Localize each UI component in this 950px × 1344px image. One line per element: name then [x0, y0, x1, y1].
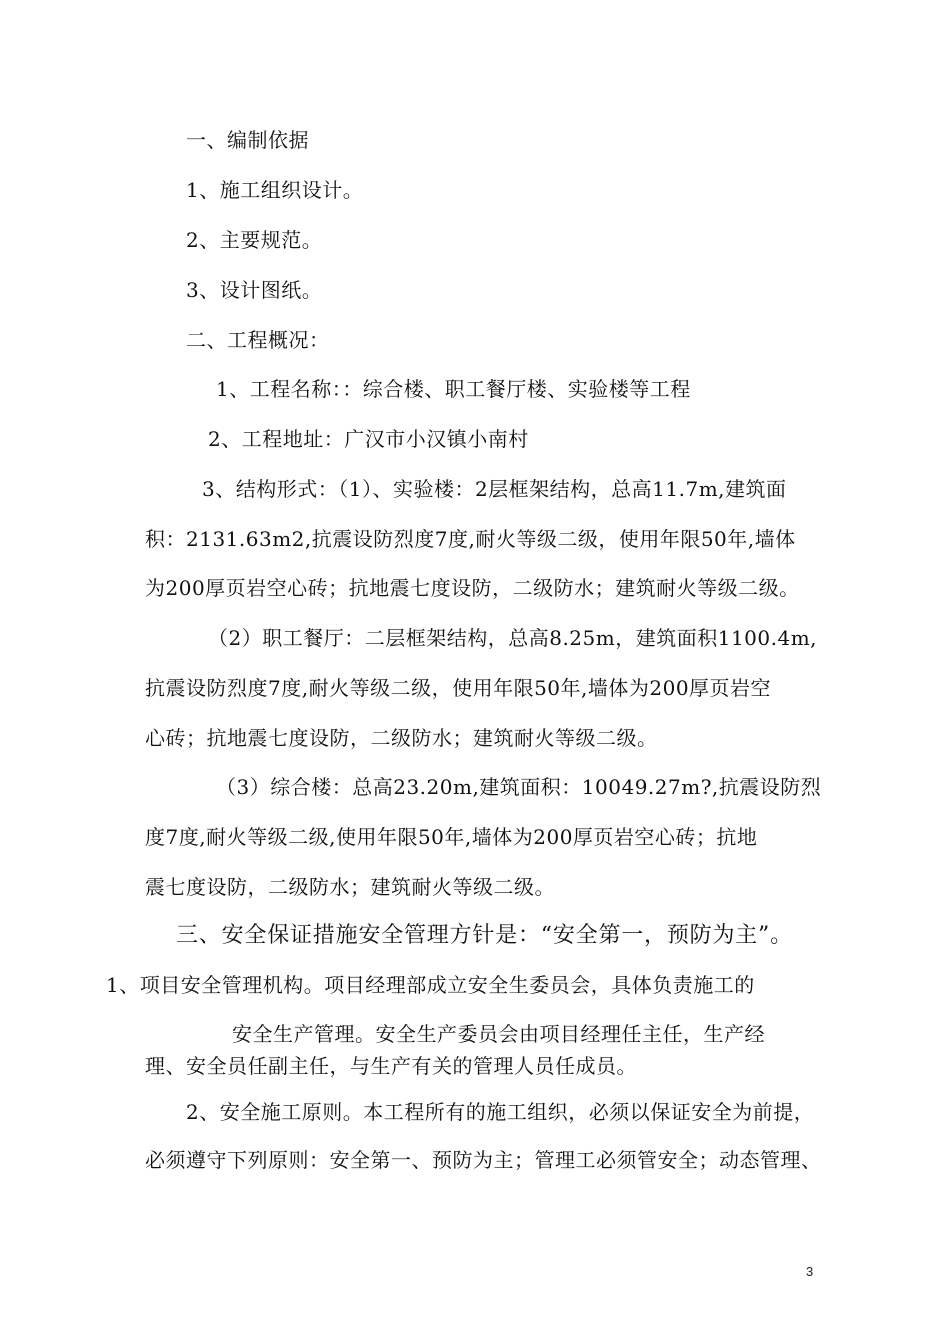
- heading-safety: 三、安全保证措施安全管理方针是：“安全第一，预防为主”。: [176, 923, 793, 948]
- structure-line-3: 为200厚页岩空心砖；抗地震七度设防，二级防水；建筑耐火等级二级。: [145, 576, 800, 600]
- page-number: 3: [806, 1264, 814, 1279]
- canteen-line-2: 抗震设防烈度7度,耐火等级二级，使用年限50年,墙体为200厚页岩空: [145, 676, 772, 700]
- safety-org-line-2: 安全生产管理。安全生产委员会由项目经理任主任，生产经: [232, 1022, 765, 1046]
- complex-line-3: 震七度设防，二级防水；建筑耐火等级二级。: [145, 875, 555, 899]
- complex-line-1: （3）综合楼：总高23.20m,建筑面积：10049.27m?,抗震设防烈: [216, 775, 822, 799]
- basis-item-1: 1、施工组织设计。: [186, 178, 364, 202]
- basis-item-3: 3、设计图纸。: [186, 278, 323, 302]
- canteen-line-3: 心砖；抗地震七度设防，二级防水；建筑耐火等级二级。: [145, 726, 658, 750]
- heading-basis: 一、编制依据: [186, 128, 309, 152]
- complex-line-2: 度7度,耐火等级二级,使用年限50年,墙体为200厚页岩空心砖；抗地: [145, 825, 758, 849]
- structure-line-2: 积：2131.63m2,抗震设防烈度7度,耐火等级二级，使用年限50年,墙体: [145, 527, 796, 551]
- structure-line-1: 3、结构形式：（1）、实验楼：2层框架结构，总高11.7m,建筑面: [202, 477, 787, 501]
- heading-overview: 二、工程概况：: [186, 328, 330, 352]
- safety-org-line-3: 理、安全员任副主任，与生产有关的管理人员任成员。: [145, 1054, 637, 1078]
- canteen-line-1: （2）职工餐厅：二层框架结构，总高8.25m，建筑面积1100.4m,: [208, 626, 818, 650]
- project-address: 2、工程地址：广汉市小汉镇小南村: [208, 427, 529, 451]
- safety-principle-line-2: 必须遵守下列原则：安全第一、预防为主；管理工必须管安全；动态管理、: [145, 1148, 822, 1172]
- project-name: 1、工程名称：：综合楼、职工餐厅楼、实验楼等工程: [216, 377, 691, 401]
- safety-org-line-1: 1、项目安全管理机构。项目经理部成立安全生委员会，具体负责施工的: [106, 973, 755, 997]
- safety-principle-line-1: 2、安全施工原则。本工程所有的施工组织，必须以保证安全为前提，: [186, 1100, 815, 1124]
- basis-item-2: 2、主要规范。: [186, 228, 323, 252]
